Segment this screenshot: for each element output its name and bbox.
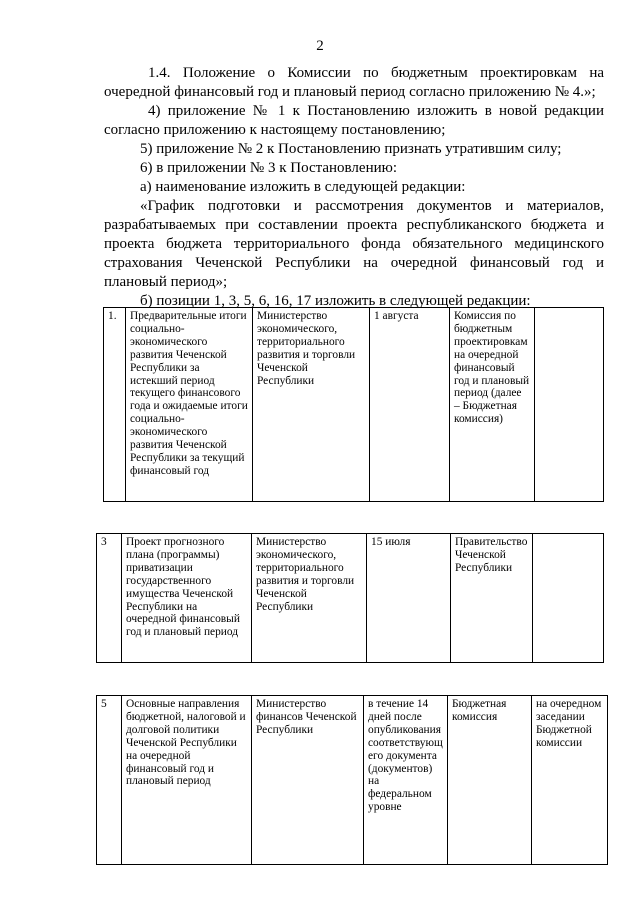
position-table-1 xyxy=(103,307,604,502)
paragraph-6-line-3: проекта бюджета территориального фонда обязательного медицинского xyxy=(104,236,604,252)
paragraph-6-line-5: плановый период»; xyxy=(104,274,228,290)
position-recipient: Бюджетная комиссия xyxy=(448,696,532,865)
position-name: Предварительные итоги социально-экономического развития Чеченской Республики за истекший период текущего финансового года и ожидаемые итоги социально-экономического развития Чеченской Республики за текущий финансовый год xyxy=(126,308,253,502)
paragraph-2-line-2: согласно приложению к настоящему постановлению; xyxy=(104,122,446,138)
paragraph-4: 6) в приложении № 3 к Постановлению: xyxy=(140,160,397,176)
page-number: 2 xyxy=(316,38,324,54)
paragraph-1-line-1: 1.4. Положение о Комиссии по бюджетным проектировкам на xyxy=(148,65,604,81)
paragraph-6-line-2: разрабатываемых при составлении проекта республиканского бюджета и xyxy=(104,217,604,233)
position-deadline: 1 августа xyxy=(370,308,450,502)
position-name: Проект прогнозного плана (программы) приватизации государственного имущества Чеченской Республики на очередной финансовый год и плановый период xyxy=(122,534,252,663)
position-number: 5 xyxy=(97,696,122,865)
table-row xyxy=(104,308,604,502)
position-table-3 xyxy=(96,533,604,663)
paragraph-2-line-1: 4) приложение № 1 к Постановлению изложить в новой редакции xyxy=(148,103,604,119)
position-executor: Министерство финансов Чеченской Республики xyxy=(252,696,364,865)
position-note xyxy=(533,534,604,663)
table-row xyxy=(97,696,608,865)
position-note: на очередном заседании Бюджетной комиссии xyxy=(532,696,608,865)
position-executor: Министерство экономического, территориального развития и торговли Чеченской Республики xyxy=(252,534,367,663)
position-note xyxy=(535,308,604,502)
paragraph-7: б) позиции 1, 3, 5, 6, 16, 17 изложить в следующей редакции: xyxy=(140,293,531,309)
paragraph-6-line-1: «График подготовки и рассмотрения документов и материалов, xyxy=(140,198,604,214)
paragraph-6-line-4: страхования Чеченской Республики на очередной финансовый год и xyxy=(104,255,604,271)
position-executor: Министерство экономического, территориального развития и торговли Чеченской Республики xyxy=(253,308,370,502)
position-name: Основные направления бюджетной, налоговой и долговой политики Чеченской Республики на очередной финансовый год и плановый период xyxy=(122,696,252,865)
position-table-5 xyxy=(96,695,608,865)
position-number: 3 xyxy=(97,534,122,663)
paragraph-5: а) наименование изложить в следующей редакции: xyxy=(140,179,466,195)
table-row xyxy=(97,534,604,663)
position-deadline: 15 июля xyxy=(367,534,451,663)
position-deadline: в течение 14 дней после опубликования соответствующего документа (документов) на федеральном уровне xyxy=(364,696,448,865)
paragraph-1-line-2: очередной финансовый год и плановый период согласно приложению № 4.»; xyxy=(104,84,596,100)
position-number: 1. xyxy=(104,308,126,502)
position-recipient: Комиссия по бюджетным проектировкам на очередной финансовый год и плановый период (далее – Бюджетная комиссия) xyxy=(450,308,535,502)
paragraph-3: 5) приложение № 2 к Постановлению признать утратившим силу; xyxy=(140,141,562,157)
position-recipient: Правительство Чеченской Республики xyxy=(451,534,533,663)
